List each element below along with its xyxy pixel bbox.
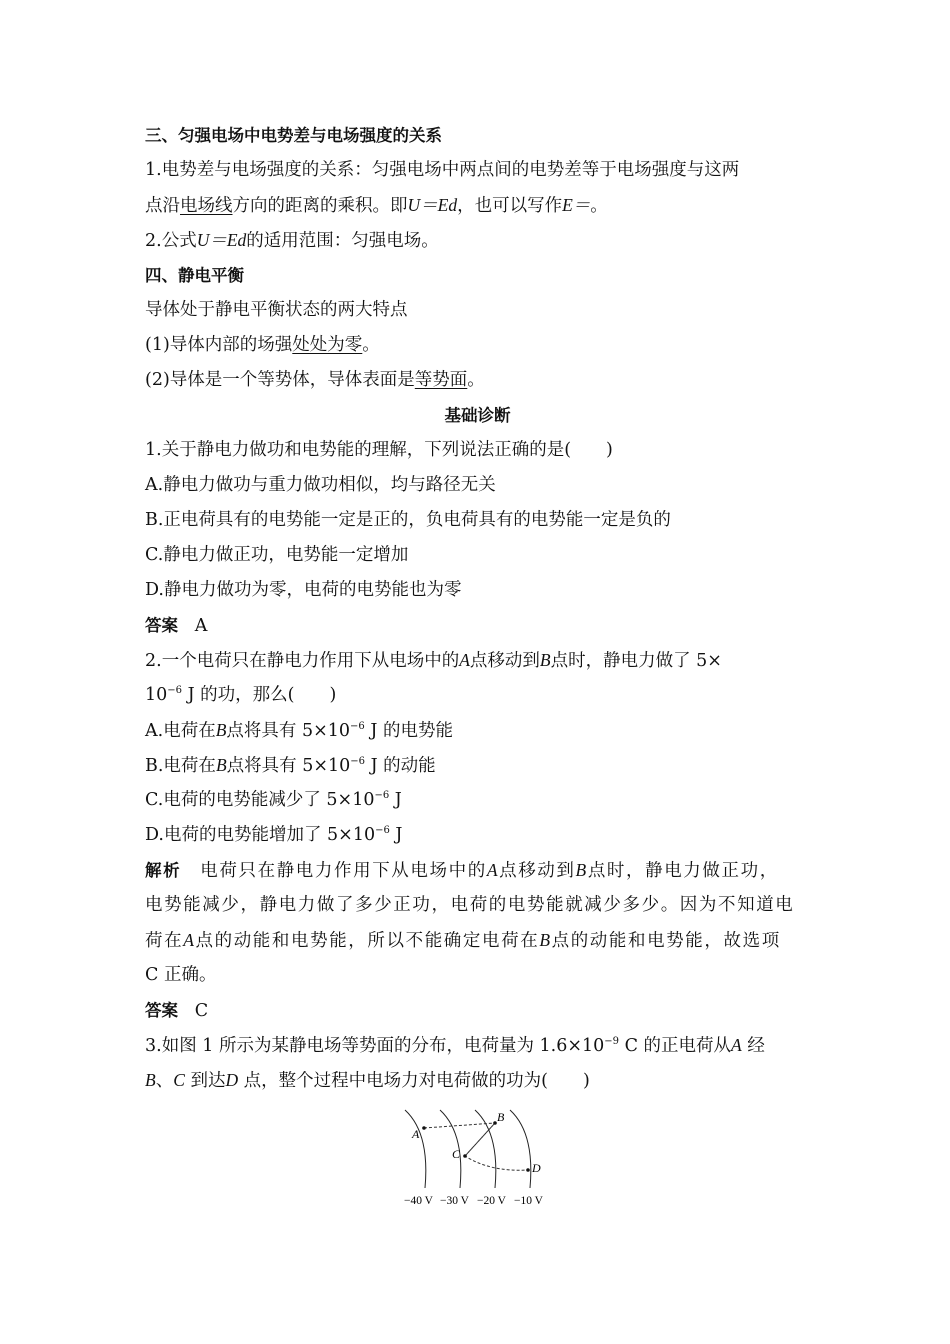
equipotential-line [510,1110,531,1188]
point-a-label: A [412,1127,420,1141]
text: 。 [362,335,380,355]
question-stem [145,1063,810,1098]
text: C 的正电荷从 [619,1036,732,1056]
point-label: A [183,930,196,950]
list-item [145,328,810,363]
point-label: B [575,860,588,880]
list-item [145,363,810,398]
option-d: D.静电力做功为零，电荷的电势能也为零 [145,580,462,600]
paragraph [145,153,810,188]
formula: U＝Ed [407,195,458,215]
text: C.电荷的电势能减少了 5×10 [145,790,375,810]
equipotential-figure [145,1108,810,1218]
equipotential-line [475,1110,496,1188]
text: A.电荷在 [145,721,216,741]
point-label: D [225,1070,239,1090]
point-label: A [459,650,470,670]
point-label: B [539,930,552,950]
point-label: B [539,650,551,670]
question-stem: 1.关于静电力做功和电势能的理解，下列说法正确的是( ) [145,440,613,460]
text: 经 [741,1036,765,1056]
paragraph-text: 1.电势差与电场强度的关系：匀强电场中两点间的电势差等于电场强度与这两 [145,160,740,180]
potential-label: −10 V [514,1195,543,1207]
point-label: B [215,720,227,740]
paragraph [145,188,810,223]
text: 方向的距离的乘积。即 [232,196,408,216]
text: J 的动能 [365,756,436,776]
text: B.电荷在 [145,756,216,776]
text: ，也可以写作 [457,196,563,216]
document-page [145,118,810,1218]
exponent: −6 [375,825,390,837]
text: 点将具有 5×10 [226,756,351,776]
point-label: A [731,1035,742,1055]
diagnosis-title: 基础诊断 [444,406,511,425]
formula: U＝Ed [196,230,247,250]
exponent: −6 [350,721,365,733]
exponent: −6 [350,756,366,768]
text: (1)导体内部的场强 [145,335,293,355]
section-heading-4: 四、静电平衡 [145,266,244,285]
underlined-answer: 等势面 [414,370,468,390]
text: 点的动能和电势能，所以不能确定电荷在 [195,931,540,951]
analysis-line [145,853,810,888]
text: (2)导体是一个等势体，导体表面是 [145,370,415,390]
text: 2.公式 [145,231,197,251]
analysis-line [145,923,810,958]
text: D.电荷的电势能增加了 5×10 [145,825,376,845]
exponent: −6 [374,790,390,802]
text: 。 [467,370,485,390]
exponent: −6 [167,685,183,697]
option-b: B.正电荷具有的电势能一定是正的，负电荷具有的电势能一定是负的 [145,510,671,530]
text: 点时，静电力做正功， [587,861,779,881]
option-d [145,818,810,853]
analysis-line: C 正确。 [145,965,217,985]
answer-label: 答案 [145,616,178,635]
point-label: B [215,755,227,775]
charge-path [424,1123,528,1170]
underlined-answer: 处处为零 [292,335,363,355]
analysis-line: 电势能减少，静电力做了多少正功，电荷的电势能就减少多少。因为不知道电 [145,895,795,915]
question-stem [145,1028,810,1063]
potential-label: −20 V [477,1195,506,1207]
potential-label: −30 V [440,1195,469,1207]
text: 的适用范围：匀强电场。 [246,231,439,251]
text: 点，整个过程中电场力对电荷做的功为( ) [238,1071,590,1091]
point-label: B [145,1070,156,1090]
answer-label: 答案 [145,1001,178,1020]
text: 点移动到 [499,861,576,881]
underlined-answer: 电场线 [180,196,233,216]
point-a-dot [422,1126,426,1130]
option-c: C.静电力做正功，电势能一定增加 [145,545,409,565]
text: J 的功，那么( ) [182,685,337,705]
charge-path [465,1123,495,1156]
paragraph [145,223,810,258]
text: 电荷只在静电力作用下从电场中的 [181,861,487,881]
point-c-dot [463,1154,467,1158]
point-d-label: D [532,1161,541,1175]
equipotential-diagram [400,1108,560,1208]
text: 。 [590,196,608,216]
analysis-label: 解析 [145,861,182,880]
point-label: A [486,860,500,880]
point-c-label: C [452,1147,461,1161]
text: 点时，静电力做了 5× [550,651,722,671]
text: 点的动能和电势能，故选项 [551,931,781,951]
text: J 的电势能 [364,721,453,741]
text: 10 [145,685,168,705]
point-label: C [173,1070,185,1090]
point-d-dot [526,1168,530,1172]
option-c [145,783,810,818]
option-a: A.静电力做功与重力做功相似，均与路径无关 [145,475,496,495]
potential-label: −40 V [404,1195,433,1207]
option-a [145,713,810,748]
text: 点沿 [145,196,180,216]
exponent: −9 [604,1036,620,1048]
text: J [389,790,402,810]
option-b [145,748,810,783]
point-b-label: B [497,1110,505,1124]
answer-line [145,993,810,1028]
text: 点移动到 [469,651,540,671]
question-stem [145,678,810,713]
text: 点将具有 5×10 [226,721,351,741]
text: 荷在 [145,931,184,951]
text: J [389,825,403,845]
answer-line [145,608,810,643]
question-stem [145,643,810,678]
paragraph: 导体处于静电平衡状态的两大特点 [145,300,408,320]
text: 2.一个电荷只在静电力作用下从电场中的 [145,651,460,671]
text: 到达 [184,1071,226,1091]
text: 3.如图 1 所示为某静电场等势面的分布，电荷量为 1.6×10 [145,1036,605,1056]
text: 、 [155,1071,174,1091]
answer-value: C [194,1001,209,1021]
section-heading-3: 三、匀强电场中电势差与电场强度的关系 [145,126,442,145]
formula: E＝ [562,195,591,215]
answer-value: A [194,616,208,636]
equipotential-line [405,1110,426,1188]
